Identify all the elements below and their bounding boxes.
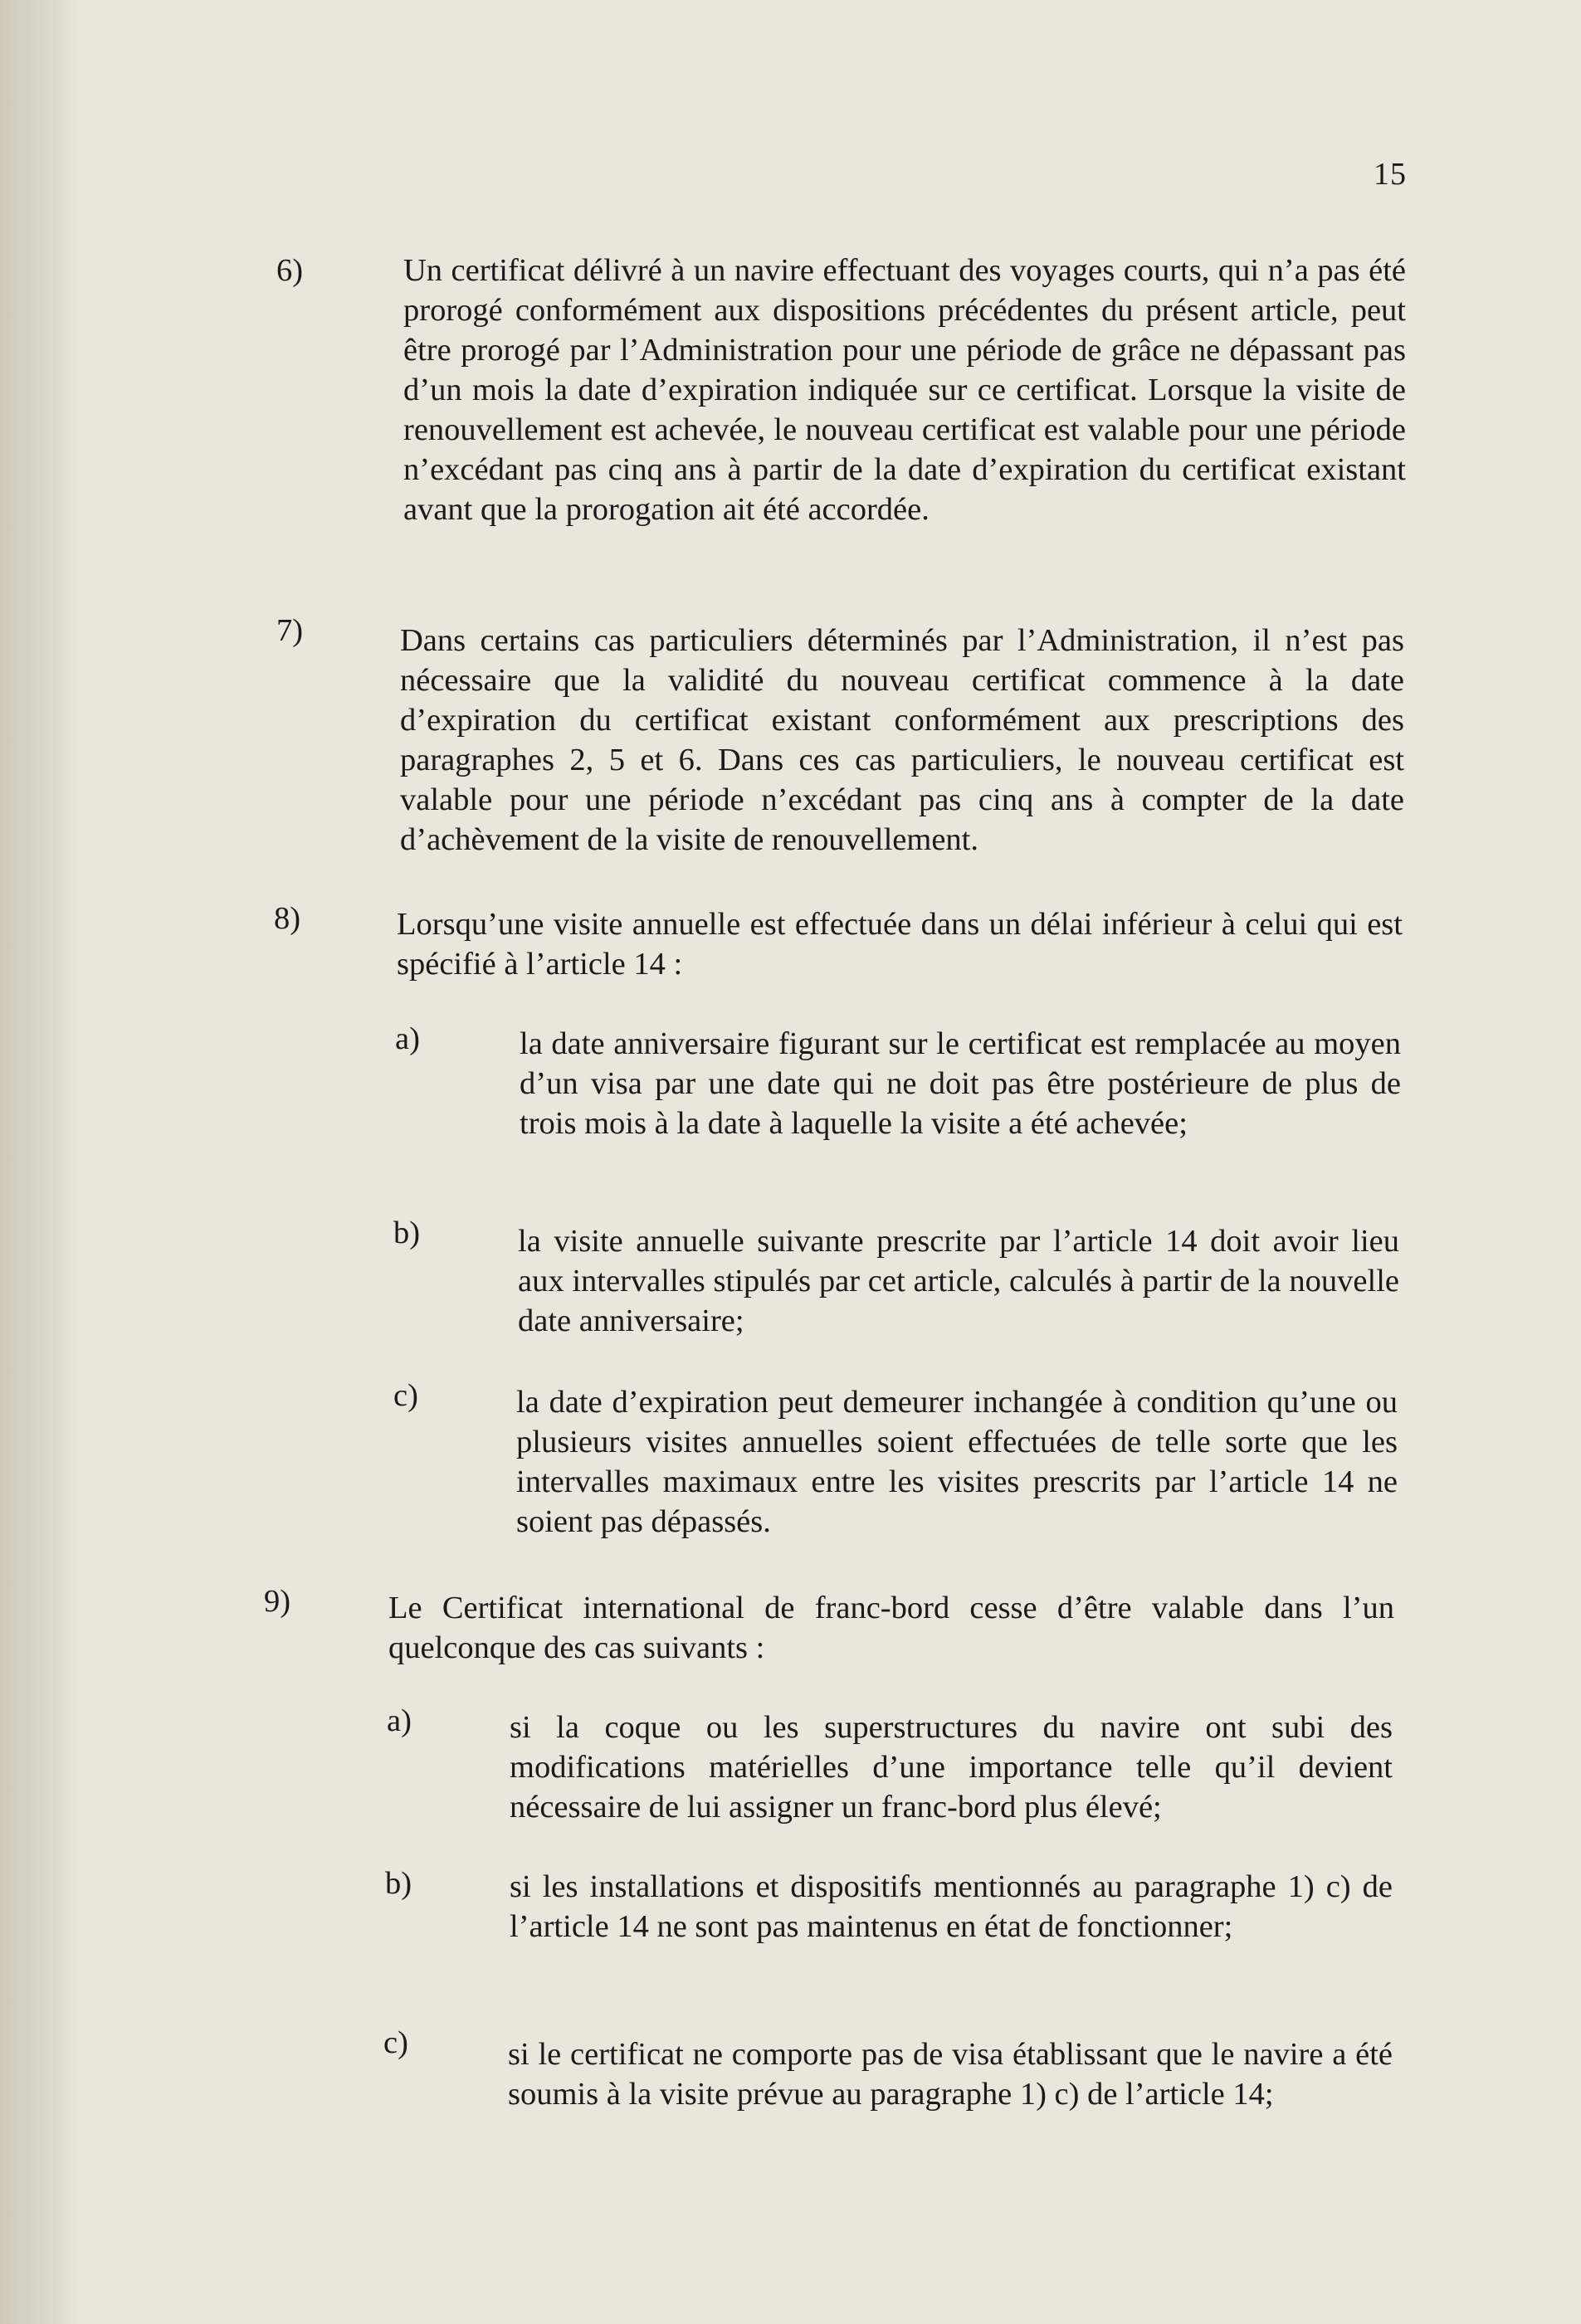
section-8-item-b-text: la visite annuelle suivante prescrite par l’article 14 doit avoir lieu aux intervalles stipulés par cet article, calculés à partir de la nouvelle date anniversaire;	[518, 1224, 1399, 1338]
section-9-item-c-label: c)	[383, 2025, 408, 2060]
section-8-item-a-text: la date anniversaire figurant sur le certificat est remplacée au moyen d’un visa par une date qui ne doit pas être postérieure de plus de trois mois à la date à laquelle la visite a été achevée;	[520, 1026, 1401, 1141]
section-9-number: 9)	[264, 1584, 291, 1619]
section-9-item-b-label: b)	[385, 1866, 412, 1901]
section-8-text: Lorsqu’une visite annuelle est effectuée dans un délai inférieur à celui qui est spécifié à l’article 14 :	[397, 907, 1403, 982]
section-8-item-a-label: a)	[395, 1021, 420, 1056]
page-gutter-shadow	[0, 0, 79, 2324]
page-number: 15	[1374, 157, 1407, 192]
section-9-text: Le Certificat international de franc-bord cesse d’être valable dans l’un quelconque des cas suivants :	[388, 1591, 1394, 1665]
section-6-number: 6)	[276, 253, 304, 288]
section-7-text: Dans certains cas particuliers déterminés par l’Administration, il n’est pas nécessaire que la validité du nouveau certificat commence à la date d’expiration du certificat existant conformément aux prescriptions des paragraphes 2, 5 et 6. Dans ces cas particuliers, le nouveau certificat est valable pour une période n’excédant pas cinq ans à compter de la date d’achèvement de la visite de renouvellement.	[400, 623, 1404, 857]
section-8-item-c-label: c)	[393, 1378, 418, 1413]
section-9-item-a-label: a)	[387, 1703, 412, 1738]
section-8-number: 8)	[274, 901, 301, 936]
section-7-number: 7)	[276, 613, 304, 648]
section-8-item-b-label: b)	[393, 1216, 421, 1250]
section-8-item-c-text: la date d’expiration peut demeurer inchangée à condition qu’une ou plusieurs visites annuelles soient effectuées de telle sorte que les intervalles maximaux entre les visites prescrits par l’article 14 ne soient pas dépassés.	[516, 1385, 1398, 1539]
section-9-item-a-text: si la coque ou les superstructures du navire ont subi des modifications matérielles d’une importance telle qu’il devient nécessaire de lui assigner un franc-bord plus élevé;	[510, 1710, 1393, 1825]
section-9-item-c-text: si le certificat ne comporte pas de visa établissant que le navire a été soumis à la visite prévue au paragraphe 1) c) de l’article 14;	[508, 2037, 1393, 2112]
section-9-item-b-text: si les installations et dispositifs mentionnés au paragraphe 1) c) de l’article 14 ne sont pas maintenus en état de fonctionner;	[510, 1869, 1393, 1944]
section-6-text: Un certificat délivré à un navire effectuant des voyages courts, qui n’a pas été prorogé conformément aux dispositions précédentes du présent article, peut être prorogé par l’Administration pour une période de grâce ne dépassant pas d’un mois la date d’expiration indiquée sur ce certificat. Lorsque la visite de renouvellement est achevée, le nouveau certificat est valable pour une période n’excédant pas cinq ans à partir de la date d’expiration du certificat existant avant que la prorogation ait été accordée.	[403, 253, 1406, 527]
